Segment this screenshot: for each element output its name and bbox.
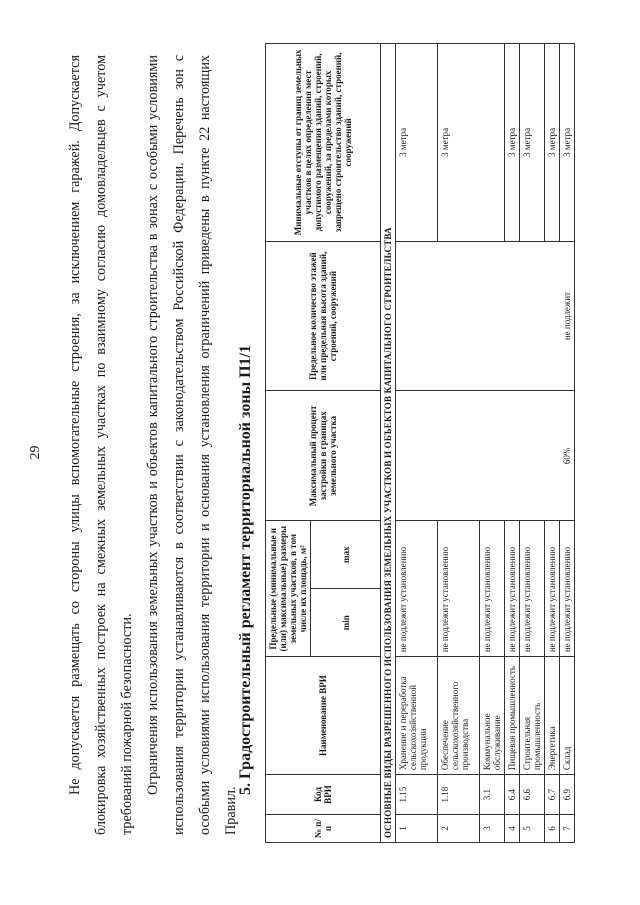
header-floors: Предельное количество этажей или предельная высота зданий, строений, сооружений xyxy=(266,241,381,391)
row-size: не подлежит установлению xyxy=(480,521,505,657)
row-setback: 3 метра xyxy=(505,44,520,242)
row-size: не подлежит установлению xyxy=(438,521,480,657)
row-code: 6.7 xyxy=(545,775,560,815)
row-size: не подлежит установлению xyxy=(545,521,560,657)
row-code: 1.15 xyxy=(396,775,438,815)
row-setback: 3 метра xyxy=(520,44,545,242)
percent-value: 60% xyxy=(396,391,575,521)
row-num: 1 xyxy=(396,815,438,843)
row-name: Энергетика xyxy=(545,657,560,775)
header-code: Код ВРИ xyxy=(266,775,381,815)
row-size: не подлежит установлению xyxy=(520,521,545,657)
row-num: 6 xyxy=(545,815,560,843)
row-code: 6.6 xyxy=(520,775,545,815)
header-setback: Минимальные отступы от границ земельных участков в целях определения мест допустимого размещения зданий, строений, сооружений, за пределами которых запрещено строительство зданий, строений, сооружений xyxy=(266,44,381,242)
row-size: не подлежит установлению xyxy=(505,521,520,657)
row-num: 5 xyxy=(520,815,545,843)
row-code: 1.18 xyxy=(438,775,480,815)
row-code: 3.1 xyxy=(480,775,505,815)
regulation-table xyxy=(265,43,575,843)
row-setback: 3 метра xyxy=(438,44,505,242)
row-name: Обеспечение сельскохозяйственного производства xyxy=(438,657,480,775)
header-num: № п/п xyxy=(266,815,381,843)
row-size: не подлежит установлению xyxy=(560,521,575,657)
floors-value: не подлежит xyxy=(396,241,575,391)
row-code: 6.9 xyxy=(560,775,575,815)
header-min: min xyxy=(311,589,381,657)
row-num: 2 xyxy=(438,815,480,843)
header-percent: Максимальный процент застройки в границах земельного участка xyxy=(266,391,381,521)
row-code: 6.4 xyxy=(505,775,520,815)
row-num: 4 xyxy=(505,815,520,843)
row-name: Пищевая промышленность xyxy=(505,657,520,775)
header-max: max xyxy=(311,521,381,589)
row-name: Коммунальное обслуживание xyxy=(480,657,505,775)
header-size: Предельные (минимальные и (или) максимальные) размеры земельных участков, в том числе их площадь, м² xyxy=(266,521,311,657)
row-name: Склад xyxy=(560,657,575,775)
page-number: 29 xyxy=(28,445,43,460)
body-text xyxy=(62,55,244,835)
header-name: Наименование ВРИ xyxy=(266,657,381,775)
row-setback: 3 метра xyxy=(545,44,560,242)
paragraph: Ограничения использования земельных участков и объектов капитального строительства в зонах с особыми условиями использования территории устанавливаются в соответствии с законодательством Российской Федерации. Перечень зон с особыми условиями использования территории и основания установления ограничений приведены в пункте 22 настоящих Правил. xyxy=(145,55,239,835)
section-row: ОСНОВНЫЕ ВИДЫ РАЗРЕШЕННОГО ИСПОЛЬЗОВАНИЯ ЗЕМЕЛЬНЫХ УЧАСТКОВ И ОБЪЕКТОВ КАПИТАЛЬНОГО СТРОИТЕЛЬСТВА xyxy=(381,44,396,843)
row-num: 3 xyxy=(480,815,505,843)
row-name: Строительная промышленность xyxy=(520,657,545,775)
section-heading: 5. Градостроительный регламент территориальной зоны П1/1 xyxy=(237,345,254,795)
row-num: 7 xyxy=(560,815,575,843)
row-setback: 3 метра xyxy=(560,44,575,242)
row-size: не подлежит установлению xyxy=(396,521,438,657)
paragraph: Не допускается размещать со стороны улицы вспомогательные строения, за исключением гаражей. Допускается блокировка хозяйственных построек на смежных земельных участках по взаимному согласию домовладельцев с учетом требований пожарной безопасности. xyxy=(67,55,135,835)
row-name: Хранение и переработка сельскохозяйственной продукции xyxy=(396,657,438,775)
row-setback: 3 метра xyxy=(396,44,438,242)
